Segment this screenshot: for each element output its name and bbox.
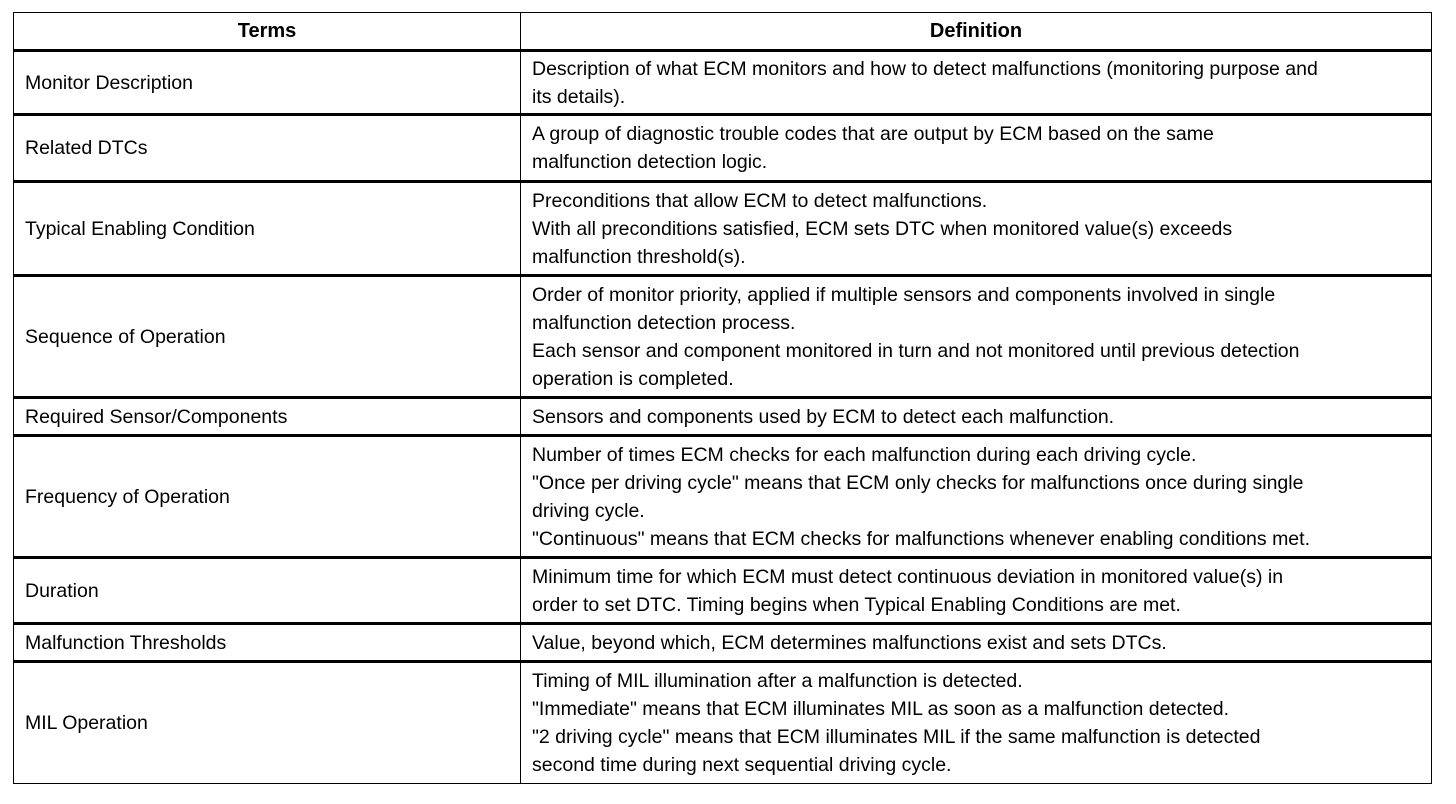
definition-line: Each sensor and component monitored in turn and not monitored until previous detection bbox=[532, 339, 1300, 362]
definition-line: operation is completed. bbox=[532, 367, 734, 390]
definition-column-header: Definition bbox=[521, 13, 1432, 51]
definition-line: Order of monitor priority, applied if multiple sensors and components involved in single bbox=[532, 283, 1276, 306]
term-cell: Sequence of Operation bbox=[14, 276, 521, 398]
definition-line: Value, beyond which, ECM determines malfunctions exist and sets DTCs. bbox=[532, 631, 1167, 654]
definition-line: Timing of MIL illumination after a malfunction is detected. bbox=[532, 670, 1023, 692]
definition-cell bbox=[521, 115, 1432, 182]
table-row bbox=[14, 51, 1432, 115]
table-row bbox=[14, 182, 1432, 276]
table-row bbox=[14, 558, 1432, 624]
definition-cell bbox=[521, 558, 1432, 624]
definition-line: malfunction threshold(s). bbox=[532, 245, 746, 268]
term-cell: Duration bbox=[14, 558, 521, 624]
term-cell: MIL Operation bbox=[14, 662, 521, 784]
definition-cell bbox=[521, 662, 1432, 784]
definition-line: malfunction detection logic. bbox=[532, 151, 768, 173]
definition-line: driving cycle. bbox=[532, 499, 645, 522]
table-row bbox=[14, 662, 1432, 784]
definition-line: "Continuous" means that ECM checks for malfunctions whenever enabling conditions met. bbox=[532, 527, 1310, 550]
definition-line: Preconditions that allow ECM to detect malfunctions. bbox=[532, 189, 988, 212]
term-cell: Required Sensor/Components bbox=[14, 398, 521, 436]
definition-line: With all preconditions satisfied, ECM sets DTC when monitored value(s) exceeds bbox=[532, 217, 1233, 240]
terms-column-header: Terms bbox=[14, 13, 521, 51]
definition-cell bbox=[521, 182, 1432, 276]
definition-line: "Once per driving cycle" means that ECM only checks for malfunctions once during single bbox=[532, 471, 1304, 494]
term-cell: Typical Enabling Condition bbox=[14, 182, 521, 276]
definition-line: its details). bbox=[532, 85, 626, 108]
definition-line: order to set DTC. Timing begins when Typical Enabling Conditions are met. bbox=[532, 593, 1181, 616]
definition-cell bbox=[521, 276, 1432, 398]
definition-line: "2 driving cycle" means that ECM illuminates MIL if the same malfunction is detected bbox=[532, 726, 1261, 748]
definition-line: Sensors and components used by ECM to detect each malfunction. bbox=[532, 405, 1115, 428]
table-row bbox=[14, 436, 1432, 558]
table-row bbox=[14, 398, 1432, 436]
definition-line: second time during next sequential driving cycle. bbox=[532, 754, 952, 776]
definition-cell bbox=[521, 624, 1432, 662]
definition-line: A group of diagnostic trouble codes that are output by ECM based on the same bbox=[532, 123, 1214, 145]
table-header-row bbox=[14, 13, 1432, 51]
definition-cell bbox=[521, 398, 1432, 436]
definition-line: Minimum time for which ECM must detect continuous deviation in monitored value(s) in bbox=[532, 565, 1284, 588]
term-cell: Frequency of Operation bbox=[14, 436, 521, 558]
term-cell: Malfunction Thresholds bbox=[14, 624, 521, 662]
term-cell: Monitor Description bbox=[14, 51, 521, 115]
definition-line: "Immediate" means that ECM illuminates MIL as soon as a malfunction detected. bbox=[532, 698, 1230, 720]
table-row bbox=[14, 624, 1432, 662]
definition-line: Description of what ECM monitors and how to detect malfunctions (monitoring purpose and bbox=[532, 57, 1318, 80]
terms-definition-table bbox=[13, 12, 1432, 784]
definition-cell bbox=[521, 51, 1432, 115]
table-row bbox=[14, 276, 1432, 398]
table-row bbox=[14, 115, 1432, 182]
definition-line: Number of times ECM checks for each malfunction during each driving cycle. bbox=[532, 443, 1197, 466]
term-cell: Related DTCs bbox=[14, 115, 521, 182]
definition-cell bbox=[521, 436, 1432, 558]
definition-line: malfunction detection process. bbox=[532, 311, 796, 334]
